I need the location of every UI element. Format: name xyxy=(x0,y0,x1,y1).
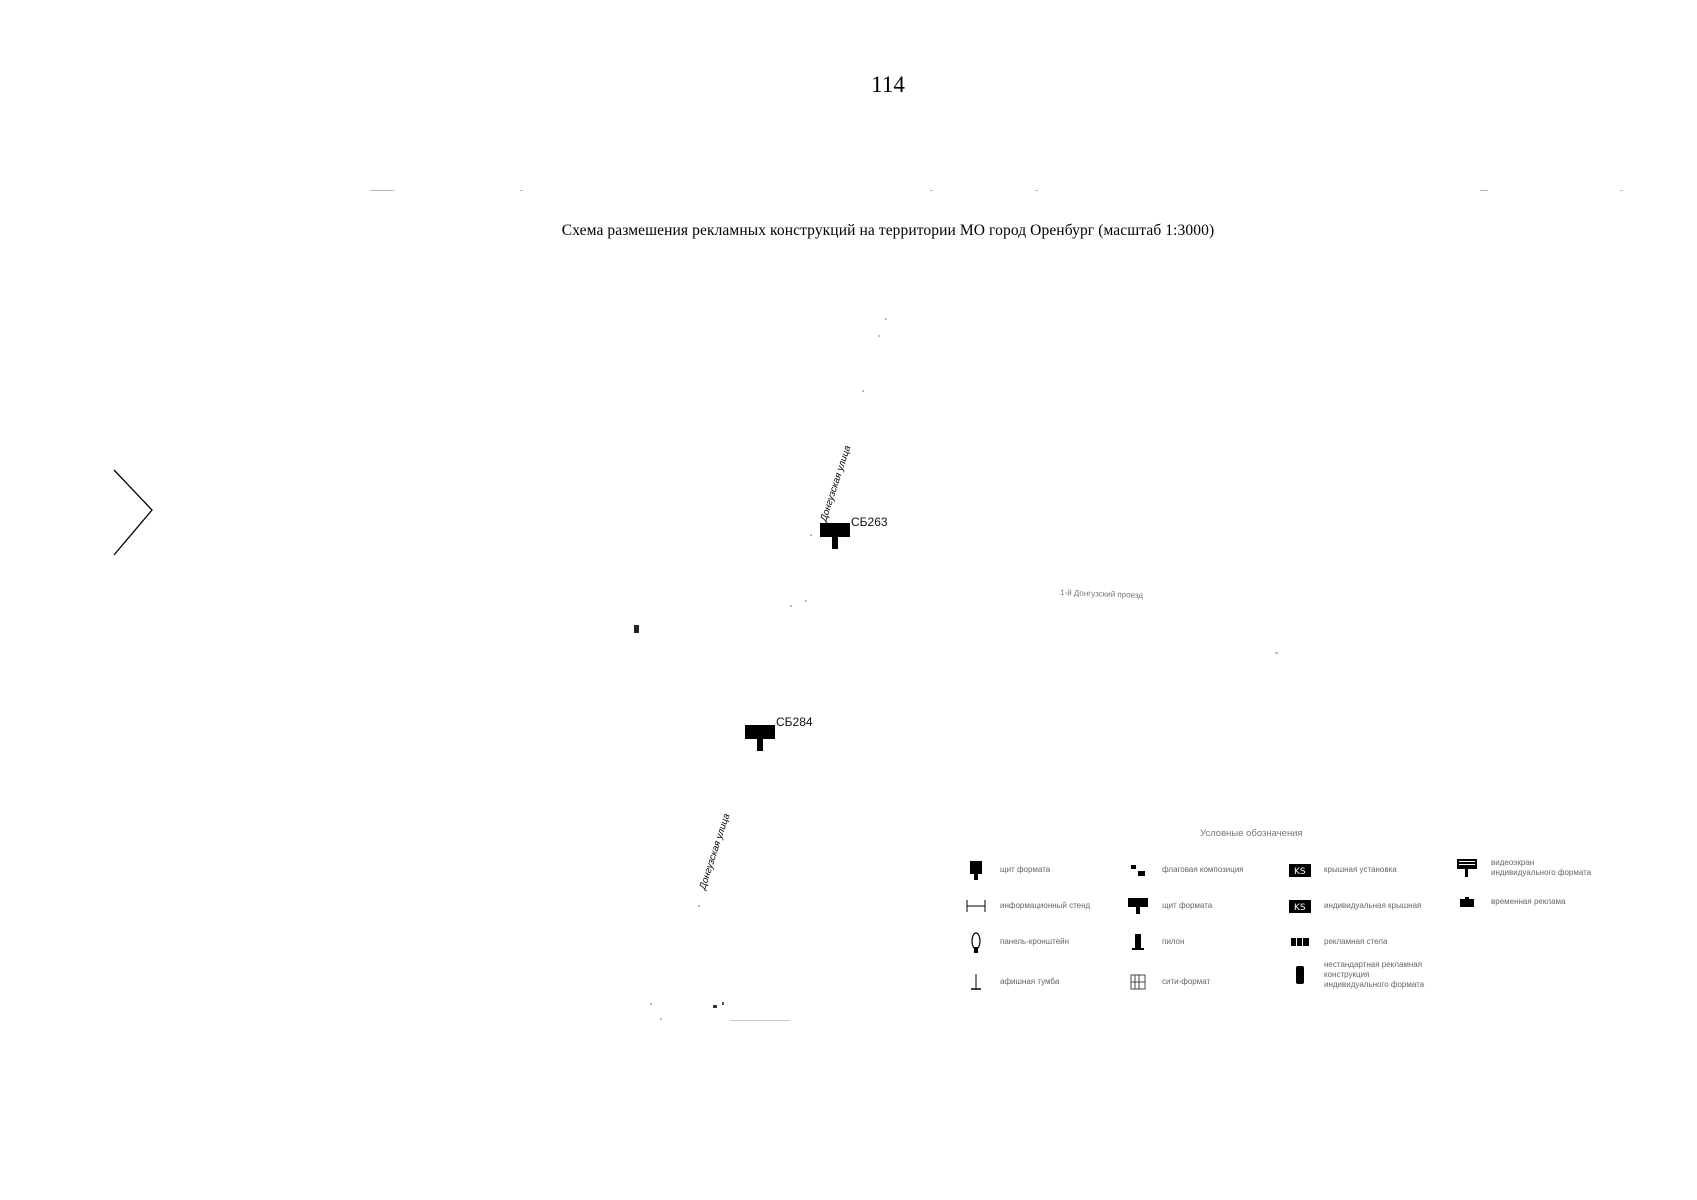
legend-item xyxy=(1455,890,1566,914)
billboard-icon xyxy=(1126,894,1150,918)
chevron-right-icon[interactable] xyxy=(114,470,152,555)
map-title: Схема размешения рекламных конструкций на территории МО город Оренбург (масштаб 1:3000) xyxy=(561,222,1215,239)
legend-label: флаговая композиция xyxy=(1162,865,1244,874)
legend-label: афишная тумба xyxy=(1000,977,1060,986)
video-screen-icon xyxy=(1455,856,1479,880)
faint-street-label: 1-й Донгузский проезд xyxy=(1059,588,1144,600)
marker-label: СБ284 xyxy=(776,715,813,729)
page-number: 114 xyxy=(871,72,905,97)
legend-item xyxy=(1126,970,1210,994)
billboard-small-icon xyxy=(964,858,988,882)
small-marker xyxy=(634,625,639,633)
individual-roof-icon xyxy=(1288,894,1312,918)
pillar-icon xyxy=(1126,930,1150,954)
legend-item xyxy=(1126,894,1212,918)
legend-label: пилон xyxy=(1162,937,1185,946)
flag-composition-icon xyxy=(1126,858,1150,882)
legend-title: Условные обозначения xyxy=(1200,828,1303,839)
roof-installation-icon xyxy=(1288,858,1312,882)
legend-label: щит формата xyxy=(1000,865,1051,874)
legend-item xyxy=(1288,894,1421,918)
bracket-panel-icon xyxy=(964,930,988,954)
legend-item xyxy=(964,970,1059,994)
svg-text:KS: KS xyxy=(1294,867,1306,877)
svg-text:KS: KS xyxy=(1294,903,1306,913)
poster-stand-icon xyxy=(964,970,988,994)
fence-icon xyxy=(1288,930,1312,954)
legend-item xyxy=(964,894,1090,918)
info-stand-icon xyxy=(964,894,988,918)
legend-label: сити-формат xyxy=(1162,977,1211,986)
legend-item xyxy=(1455,856,1591,880)
legend-item xyxy=(1288,930,1387,954)
legend-item xyxy=(964,858,1050,882)
marker-sb263[interactable] xyxy=(820,515,888,549)
legend-label: крышная установка xyxy=(1324,865,1397,874)
marker-label: СБ263 xyxy=(851,515,888,529)
temporary-ad-icon xyxy=(1455,890,1479,914)
marker-sb284[interactable] xyxy=(745,715,813,751)
legend-item xyxy=(964,930,1069,954)
legend-item xyxy=(1288,960,1424,990)
citylight-icon xyxy=(1126,970,1150,994)
legend xyxy=(950,828,1650,1008)
legend-label: видеоэкран индивидуального формата xyxy=(1491,858,1592,877)
nonstandard-icon xyxy=(1288,963,1312,987)
legend-item xyxy=(1126,930,1184,954)
legend-label: рекламная стела xyxy=(1324,937,1388,946)
legend-label: панель-кронштейн xyxy=(1000,937,1070,946)
legend-label: нестандартная рекламная конструкция индивидуального формата xyxy=(1324,960,1425,989)
street-label: Донгузская улица xyxy=(818,444,854,523)
legend-label: временная реклама xyxy=(1491,897,1566,906)
legend-label: щит формата xyxy=(1162,901,1213,910)
legend-item xyxy=(1126,858,1244,882)
legend-label: информационный стенд xyxy=(1000,901,1091,910)
faint-bottom-marks xyxy=(713,1002,790,1021)
street-label: Донгузская улица xyxy=(697,812,733,891)
legend-label: индивидуальная крышная xyxy=(1324,901,1422,910)
legend-item xyxy=(1288,858,1397,882)
